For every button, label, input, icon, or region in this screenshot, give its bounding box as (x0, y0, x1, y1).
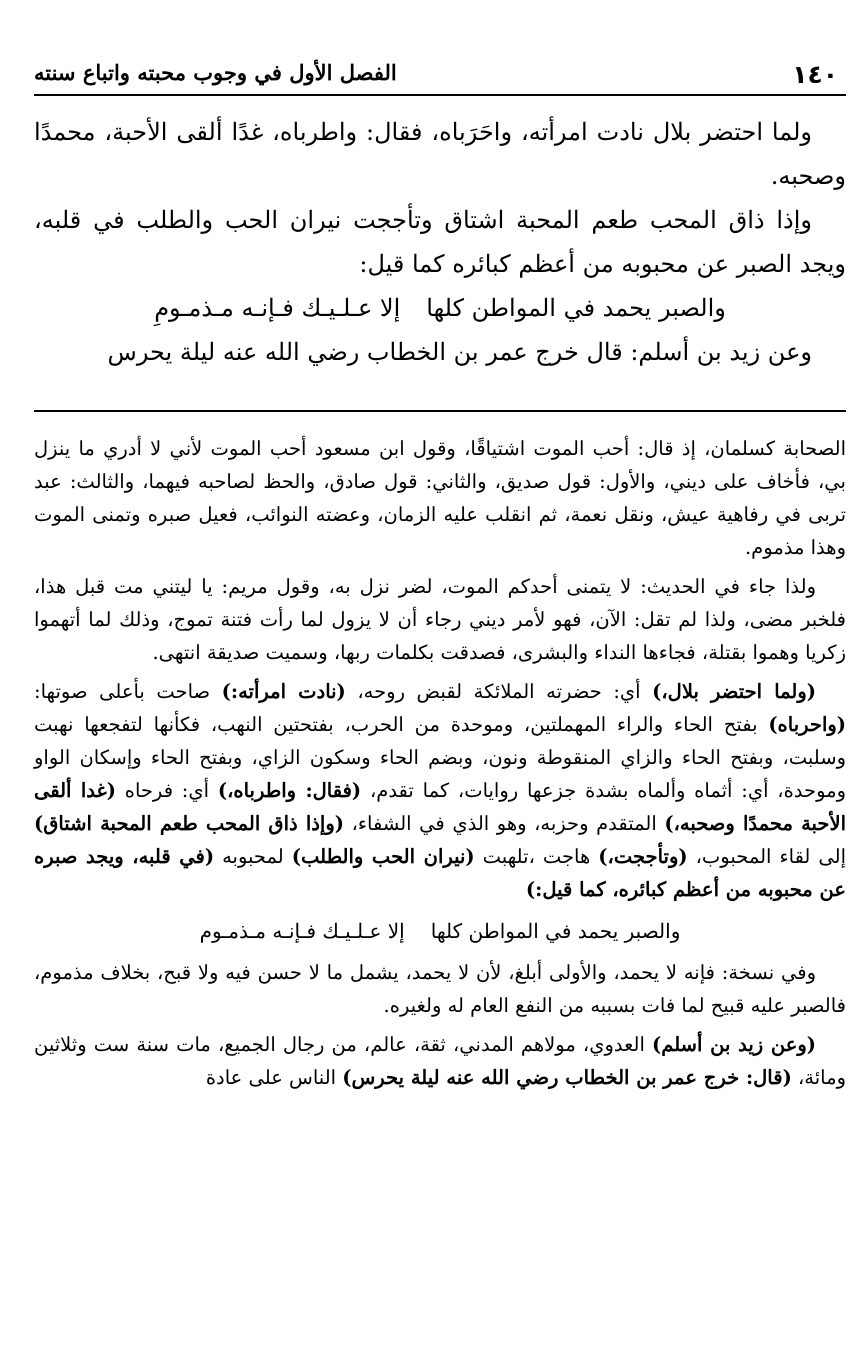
commentary (34, 432, 846, 1094)
verse-second-hemistich: إلا عـلـيـك فـإنـه مـذمـومِ (154, 294, 401, 322)
commentary-text: أي: حضرته الملائكة لقبض روحه، (345, 680, 653, 703)
quoted-text: (نيران الحب والطلب) (291, 845, 475, 868)
quoted-text: (غدا ألقى الأحبة محمدًا وصحبه،) (34, 779, 847, 835)
running-title: الفصل الأول في وجوب محبته واتباع سنته (34, 60, 397, 85)
commentary-paragraph (34, 1028, 846, 1094)
quoted-text: (نادت امرأته:) (221, 680, 346, 703)
commentary-text: بفتح الحاء والراء المهملتين، وموحدة من الحرب، بفتحتين النهب، فكأنها لتفجعها نهبت وسلبت، وبفتح الحاء والزاي المنقوطة ونون، وبضم الحاء وسكون الزاي، وبفتح الحاء وإسكان الواو وموحدة، أي: أثماه وألماه بشدة جزعها روايات، كما تقدم، (34, 713, 847, 802)
commentary-text: المتقدم وحزبه، وهو الذي في الشفاء، (344, 812, 665, 835)
quoted-text: (واحرباه) (768, 713, 846, 736)
footnote-divider (34, 410, 846, 412)
quoted-text: (وتأججت،) (598, 845, 688, 868)
quoted-text: (وإذا ذاق المحب طعم المحبة اشتاق) (34, 812, 344, 835)
quoted-text: (فقال: واطرباه،) (217, 779, 362, 802)
main-paragraph: وعن زيد بن أسلم: قال خرج عمر بن الخطاب رضي الله عنه ليلة يحرس (107, 338, 812, 366)
commentary-text: هاجت ،تلهبت (474, 845, 599, 868)
quoted-text: (قال: خرج عمر بن الخطاب رضي الله عنه ليلة يحرس) (342, 1066, 792, 1089)
commentary-text: صاحت بأعلى صوتها: (34, 680, 222, 703)
commentary-text: أي: فرحاه (115, 779, 218, 802)
main-text (34, 110, 846, 374)
main-paragraph: وإذا ذاق المحب طعم المحبة اشتاق وتأججت نيران الحب والطلب في قلبه، ويجد الصبر عن محبوبه من أعظم كبائره كما قيل: (34, 206, 846, 278)
commentary-text: إلى لقاء المحبوب، (687, 845, 846, 868)
quoted-text: (وعن زيد بن أسلم) (652, 1033, 816, 1056)
verse-second-hemistich: إلا عـلـيـك فـإنـه مـذمـوم (199, 919, 405, 943)
page-number: ١٤٠ (792, 60, 838, 89)
commentary-text: لمحبوبه (214, 845, 292, 868)
commentary-text: العدوي، مولاهم المدني، ثقة، عالم، من رجال الجميع، مات سنة ست وثلاثين ومائة، (34, 1033, 846, 1089)
quoted-text: (ولما احتضر بلال،) (652, 680, 817, 703)
page-header (34, 56, 846, 96)
verse-first-hemistich: والصبر يحمد في المواطن كلها (426, 294, 726, 322)
commentary-text: الناس على عادة (205, 1066, 343, 1089)
commentary-paragraph: الصحابة كسلمان، إذ قال: أحب الموت اشتياقًا، وقول ابن مسعود أحب الموت لأني لا أدري ما ينزل بي، فأخاف على ديني، والأول: قول صديق، والثاني: قول صادق، والحظ لصاحبه فيهما، والثالث: عبد تربى في رفاهية عيش، ونقل نعمة، ثم انقلب عليه الزمان، وعضته النوائب، فعيل صبره وتمنى الموت وهذا مذموم. (34, 437, 846, 559)
poem-verse (34, 912, 846, 950)
main-paragraph: ولما احتضر بلال نادت امرأته، واحَرَباه، فقال: واطرباه، غدًا ألقى الأحبة، محمدًا وصحبه. (34, 118, 846, 190)
commentary-paragraph: وفي نسخة: فإنه لا يحمد، والأولى أبلغ، لأن لا يحمد، يشمل ما لا حسن فيه ولا قبح، بخلاف مذموم، فالصبر عليه قبيح لما فات بسببه من النفع العام له ولغيره. (34, 961, 846, 1017)
poem-verse (34, 286, 846, 330)
book-page (34, 56, 846, 1094)
commentary-paragraph: ولذا جاء في الحديث: لا يتمنى أحدكم الموت، لضر نزل به، وقول مريم: يا ليتني مت قبل هذا، فلخبر مضى، ولذا لم تقل: الآن، فهو لأمر ديني رجاء أن لا يزول لما رأت فتنة تموج، وذلك لما أتهموا زكريا وهموا بقتلة، فجاءها النداء والبشرى، فصدقت بكلمات ربها، وسميت صديقة انتهى. (34, 575, 846, 664)
quoted-text: (في قلبه، ويجد صبره عن محبوبه من أعظم كبائره، كما قيل:) (34, 845, 846, 901)
verse-first-hemistich: والصبر يحمد في المواطن كلها (430, 919, 681, 943)
commentary-paragraph (34, 675, 846, 906)
